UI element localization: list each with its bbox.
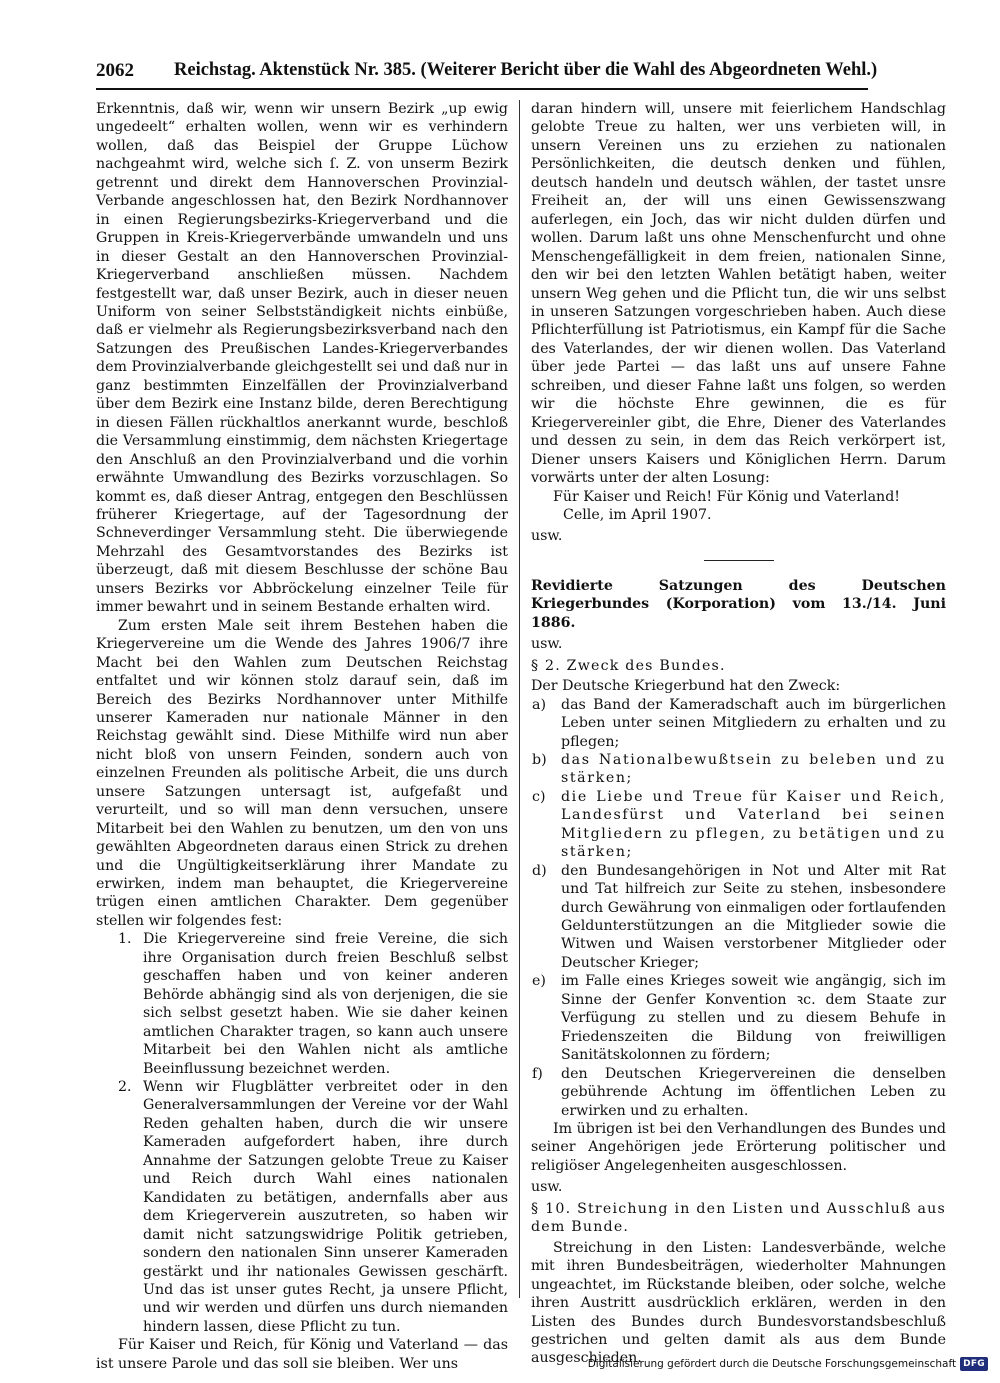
list-item-text: das Band der Kameradschaft auch im bürgerlichen Leben unter seinen Mitgliedern zu erhalten und zu pflegen; xyxy=(561,696,946,750)
list-item xyxy=(531,1065,946,1120)
list-item-text: Die Kriegervereine sind freie Vereine, die sich ihre Organisation durch freien Beschluß selbst geschaffen haben und von keiner anderen Behörde abhängig sind als von derjenigen, die sie sich selbst gesetzt haben. Wie sie daher keinen amtlichen Charakter tragen, so kann auch unsere Mitarbeit bei den Wahlen nicht als amtliche Beeinflussung bezeichnet werden. xyxy=(143,931,508,1077)
page-header xyxy=(96,58,878,90)
right-paragraph-1: daran hindern will, unsere mit feierlichem Handschlag gelobte Treue zu halten, wer uns verbieten will, in unsern Vereinen uns zu erziehen zu nationalen Persönlichkeiten, die deutsch denken und fühlen, deutsch handeln und deutsch wählen, der tastet unsre Freiheit an, der will uns einen Gewissenszwang auferlegen, ein Joch, das wir nicht dulden dürfen und wollen. Darum laßt uns ohne Menschenfurcht und ohne Menschengefälligkeit in dem freien, nationalen Sinne, den wir bei den letzten Wahlen betätigt haben, weiter unsern Weg gehen und die Pflicht tun, die wir uns selbst in unseren Satzungen vorgeschrieben haben. Auch diese Pflichterfüllung ist Patriotismus, ein Kampf für die Sache des Vaterlandes, der wir dienen wollen. Das Vaterland über jede Partei — das laßt uns auf unsere Fahne schreiben, und dieser Fahne laßt uns folgen, so werden wir die höchste Ehre gewinnen, die es für Kriegervereinler gibt, die Ehre, Diener des Vaterlandes und dessen zu sein, in dem das Reich verkörpert ist, Diener unsers Kaisers und Königlichen Herrn. Darum vorwärts unter der alten Losung: xyxy=(531,101,946,487)
list-item-text: Wenn wir Flugblätter verbreitet oder in den Generalversammlungen der Vereine vor der Wahl Reden gehalten haben, durch die wir unsere Kameraden aufgefordert haben, ihre durch Annahme der Satzungen gelobte Treue zu Kaiser und Reich durch Wahl eines nationalen Kandidaten zu betätigen, andernfalls aber aus dem Kriegerverein auszutreten, so haben wir damit nicht satzungswidrige Politik getrieben, sondern den nationalen Sinn unserer Kameraden gestärkt und ihr nationales Gewissen geschärft. Und das ist unser gutes Recht, ja unsere Pflicht, und wir werden und dürfen uns durch niemanden hindern lassen, diese Pflicht zu tun. xyxy=(143,1079,508,1335)
list-item xyxy=(531,696,946,751)
section-2-title: § 2. Zweck des Bundes. xyxy=(531,657,726,674)
right-column xyxy=(531,100,946,1368)
section-10-title: § 10. Streichung in den Listen und Ausschluß aus dem Bunde. xyxy=(531,1200,946,1236)
list-item xyxy=(531,788,946,862)
list-item-number: 1. xyxy=(118,931,132,948)
list-item-letter: c) xyxy=(532,788,546,805)
left-paragraph-3: Für Kaiser und Reich, für König und Vaterland — das ist unsere Parole und das soll sie bleiben. Wer uns xyxy=(96,1337,508,1372)
list-item xyxy=(96,1078,508,1336)
section-2-closing: Im übrigen ist bei den Verhandlungen des Bundes und seiner Angehörigen jede Erörterung politischer und religiöser Angelegenheiten ausgeschlossen. xyxy=(531,1121,946,1174)
section-10-text: Streichung in den Listen: Landesverbände, welche mit ihren Bundesbeiträgen, wiederholter Mahnungen ungeachtet, im Rückstande bleiben, oder solche, welche ihren Austritt ausdrücklich erklären, werden in den Listen des Bundes durch Bundesvorstandsbeschluß gestrichen und gelten damit als aus dem Bunde ausgeschieden. xyxy=(531,1239,946,1367)
usw-marker: usw. xyxy=(531,1179,563,1196)
usw-marker: usw. xyxy=(531,636,563,653)
purpose-list xyxy=(531,696,946,1120)
list-item-text: den Bundesangehörigen in Not und Alter mit Rat und Tat hilfreich zur Seite zu stehen, insbesondere durch Gewährung von einmaligen oder fortlaufenden Geldunterstützungen an die Mitglieder sowie die Witwen und Waisen verstorbener Mitglieder oder Deutscher Krieger; xyxy=(561,862,946,971)
list-item-letter: b) xyxy=(532,751,547,768)
list-item-number: 2. xyxy=(118,1079,132,1096)
footer xyxy=(588,1357,988,1371)
list-item-letter: d) xyxy=(532,862,547,879)
list-item-letter: a) xyxy=(532,696,546,713)
list-item xyxy=(531,751,946,788)
section-rule xyxy=(704,560,774,561)
list-item-text: den Deutschen Kriegervereinen die denselben gebührende Achtung im öffentlichen Leben zu erwirken und zu erhalten. xyxy=(561,1065,946,1119)
left-paragraph-2: Zum ersten Male seit ihrem Bestehen haben die Kriegervereine um die Wende des Jahres 1906/7 ihre Macht bei den Wahlen zum Deutschen Reichstag entfaltet und wir können stolz darauf sein, daß im Bereich des Bezirks Nordhannover unter Mithilfe unserer Kameraden nur nationale Männer in den Reichstag gewählt sind. Diese Mithilfe wird nun aber nicht bloß von unsern Feinden, sondern auch von einzelnen Freunden als politische Arbeit, die uns durch unsere Satzungen untersagt ist, aufgefaßt und verurteilt, und so will man denn versuchen, unsere Mitarbeit bei den Wahlen zu benutzen, um den von uns gewählten Abgeordneten daraus einen Strick zu drehen und die Ungültigkeitserklärung ihrer Mandate zu erwirken, indem man behauptet, die Kriegervereine trügen einen amtlichen Charakter. Dem gegenüber stellen wir folgendes fest: xyxy=(96,617,508,929)
list-item-text: die Liebe und Treue für Kaiser und Reich, Landesfürst und Vaterland bei seinen Mitgliedern zu pflegen, zu betätigen und zu stärken; xyxy=(561,788,946,861)
page-number: 2062 xyxy=(96,60,134,81)
list-item-text: im Falle eines Krieges soweit wie angängig, sich im Sinne der Genfer Konvention ꝛc. dem Staate zur Verfügung zu stellen und zu diesem Behufe in Friedenszeiten die Bildung von freiwilligen Sanitätskolonnen zu fördern; xyxy=(561,973,946,1064)
left-column xyxy=(96,100,508,1373)
running-title: Reichstag. Aktenstück Nr. 385. (Weiterer Bericht über die Wahl des Abgeordneten Wehl.) xyxy=(174,60,878,80)
usw-marker: usw. xyxy=(531,528,563,545)
list-item-text: das Nationalbewußtsein zu beleben und zu stärken; xyxy=(561,751,946,787)
footer-credit: Digitalisierung gefördert durch die Deutsche Forschungsgemeinschaft xyxy=(587,1358,957,1370)
list-item xyxy=(531,972,946,1064)
numbered-list xyxy=(96,930,508,1336)
section-2-intro: Der Deutsche Kriegerbund hat den Zweck: xyxy=(531,678,841,695)
column-divider xyxy=(519,100,520,1298)
place-date: Celle, im April 1907. xyxy=(563,506,712,523)
dfg-logo-icon: DFG xyxy=(960,1357,988,1371)
list-item-letter: e) xyxy=(532,973,546,990)
statutes-heading: Revidierte Satzungen des Deutschen Kriegerbundes (Korporation) vom 13./14. Juni 1886. xyxy=(531,577,946,631)
list-item xyxy=(531,862,946,973)
left-paragraph-1: Erkenntnis, daß wir, wenn wir unsern Bezirk „up ewig ungedeelt“ erhalten wollen, wenn wir es verhindern wollen, daß das Beispiel der Gruppe Lüchow nachgeahmt wird, welche sich ſ. Z. von unserm Bezirk getrennt und direkt dem Hannoverschen Provinzial-Verbande angeschlossen hat, den Bezirk Nordhannover in einen Regierungsbezirks-Kriegerverband und die Gruppen in Kreis-Kriegerverbände umwandeln und uns in dieser Gestalt an den Hannoverschen Provinzial-Kriegerverband anschließen müssen. Nachdem festgestellt war, daß unser Bezirk, auch in dieser neuen Uniform von seiner Selbstständigkeit nichts einbüße, daß er vielmehr als Regierungsbezirksverband nach den Satzungen des Preußischen Landes-Kriegerverbandes dem Provinzialverbande gleichgestellt sei und daß nur in ganz bestimmten Einzelfällen der Provinzialverband über dem Bezirk eine Instanz bilde, deren Berechtigung in diesen Fällen rückhaltlos anerkannt wurde, beschloß die Versammlung einstimmig, dem nächsten Kriegertage den Anschluß an den Provinzialverband und die vorhin erwähnte Umwandlung des Bezirks vorzuschlagen. So kommt es, daß dieser Antrag, entgegen den Beschlüssen früherer Kriegertage, auf der Tagesordnung der Schneverdinger Versammlung steht. Die überwiegende Mehrzahl des Gesamtvorstandes des Bezirks ist überzeugt, daß mit diesem Beschlusse der schöne Bau unsers Bezirks vor Abbröckelung einzelner Teile für immer bewahrt und in seinem Bestande erhalten wird. xyxy=(96,101,509,616)
list-item xyxy=(96,930,508,1078)
motto: Für Kaiser und Reich! Für König und Vaterland! xyxy=(553,488,900,505)
list-item-letter: f) xyxy=(532,1065,543,1082)
